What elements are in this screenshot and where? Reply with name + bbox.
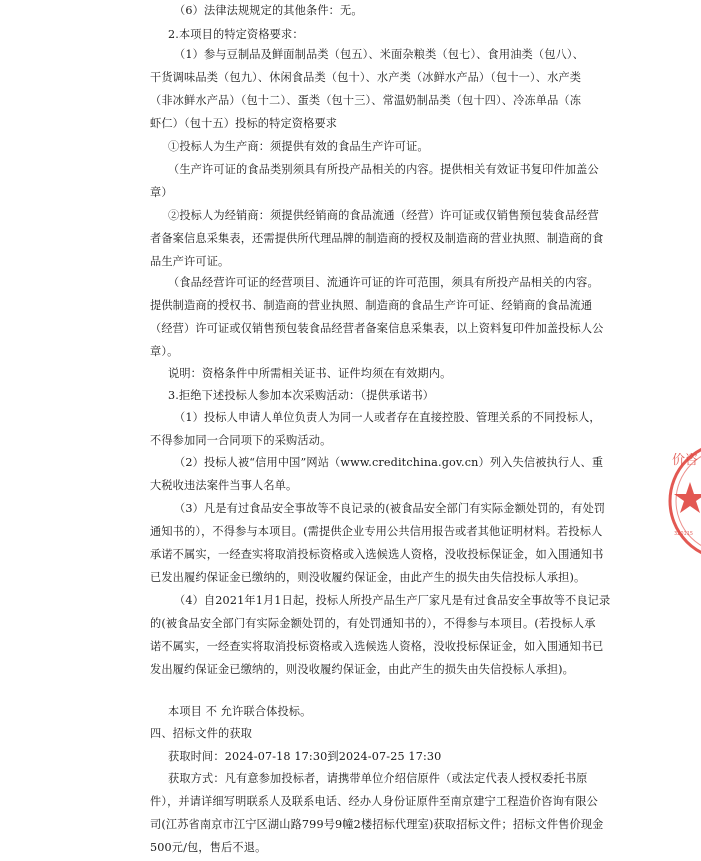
text-line: （6）法律法规规定的其他条件：无。 <box>174 4 363 17</box>
text-line: 章） <box>150 186 173 199</box>
text-line: （4）自2021年1月1日起，投标人所投产品生产厂家凡是有过食品安全事故等不良记录 <box>174 594 611 607</box>
text-line: 件），并请详细写明联系人及联系电话、经办人身份证原件至南京建宁工程造价咨询有限公 <box>150 795 598 808</box>
text-line: 司(江苏省南京市江宁区湖山路799号9幢2楼招标代理室)获取招标文件；招标文件售价现金 <box>150 818 604 831</box>
text-line: （3）凡是有过食品安全事故等不良记录的(被食品安全部门有实际金额处罚的，有处罚 <box>174 502 606 515</box>
text-line: 获取时间：2024-07-18 17:30到2024-07-25 17:30 <box>168 750 442 763</box>
text-line: ①投标人为生产商：须提供有效的食品生产许可证。 <box>168 140 429 153</box>
text-line: 诺不属实，一经查实将取消投标资格或入选候选人资格，没收投标保证金，如入围通知书已 <box>150 640 604 653</box>
text-line: 2.本项目的特定资格要求： <box>168 28 304 41</box>
text-line: （1）参与豆制品及鲜面制品类（包五）、米面杂粮类（包七）、食用油类（包八）、 <box>174 48 584 61</box>
stamp-code: 320115 <box>674 531 694 537</box>
text-line: 虾仁）（包十五）投标的特定资格要求 <box>150 117 338 130</box>
text-line: （经营）许可证或仅销售预包装食品经营者备案信息采集表，以上资料复印件加盖投标人公 <box>150 322 604 335</box>
text-line: 已发出履约保证金已缴纳的，则没收履约保证金，由此产生的损失由失信投标人承担)。 <box>150 571 586 584</box>
text-line: 通知书的），不得参与本项目。(需提供企业专用公共信用报告或者其他证明材料。若投标人 <box>150 525 603 538</box>
text-line: ②投标人为经销商：须提供经销商的食品流通（经营）许可证或仅销售预包装食品经营 <box>168 209 599 222</box>
section-heading: 四、招标文件的获取 <box>150 727 253 740</box>
text-line: （非冰鲜水产品）（包十二）、蛋类（包十三）、常温奶制品类（包十四）、冷冻单品（冻 <box>150 94 582 107</box>
text-line: （2）投标人被“信用中国”网站（www.creditchina.gov.cn）列入失信被执行人、重 <box>174 456 604 469</box>
text-line: 3.拒绝下述投标人参加本次采购活动：（提供承诺书） <box>168 389 435 402</box>
text-line: 说明：资格条件中所需相关证书、证件均须在有效期内。 <box>168 367 452 380</box>
text-line: （1）投标人申请人单位负责人为同一人或者存在直接控股、管理关系的不同投标人， <box>174 411 601 424</box>
text-line: （生产许可证的食品类别须具有所投产品相关的内容。提供相关有效证书复印件加盖公 <box>168 163 599 176</box>
text-line: 发出履约保证金已缴纳的，则没收履约保证金，由此产生的损失由失信投标人承担)。 <box>150 663 575 676</box>
text-line: 干货调味品类（包九）、休闲食品类（包十）、水产类（冰鲜水产品）（包十一）、水产类 <box>150 71 582 84</box>
text-line: 本项目 不 允许联合体投标。 <box>168 705 312 718</box>
text-line: 500元/包，售后不退。 <box>150 841 267 854</box>
text-line: 的(被食品安全部门有实际金额处罚的，有处罚通知书的），不得参与本项目。(若投标人承 <box>150 617 596 630</box>
text-line: 不得参加同一合同项下的采购活动。 <box>150 434 332 447</box>
stamp-text: 价咨 <box>672 453 699 468</box>
text-line: 品生产许可证。 <box>150 255 230 268</box>
text-line: 承诺不属实，一经查实将取消投标资格或入选候选人资格，没收投标保证金，如入围通知书 <box>150 548 604 561</box>
text-line: 提供制造商的授权书、制造商的营业执照、制造商的食品生产许可证、经销商的食品流通 <box>150 299 593 312</box>
text-line: 者备案信息采集表，还需提供所代理品牌的制造商的授权及制造商的营业执照、制造商的食 <box>150 232 604 245</box>
text-line: 获取方式：凡有意参加投标者，请携带单位介绍信原件（或法定代表人授权委托书原 <box>168 772 588 785</box>
text-line: （食品经营许可证的经营项目、流通许可证的许可范围，须具有所投产品相关的内容。 <box>168 276 599 289</box>
seal-stamp <box>664 436 701 566</box>
text-line: 章）。 <box>150 345 179 358</box>
text-line: 大税收违法案件当事人名单。 <box>150 479 298 492</box>
